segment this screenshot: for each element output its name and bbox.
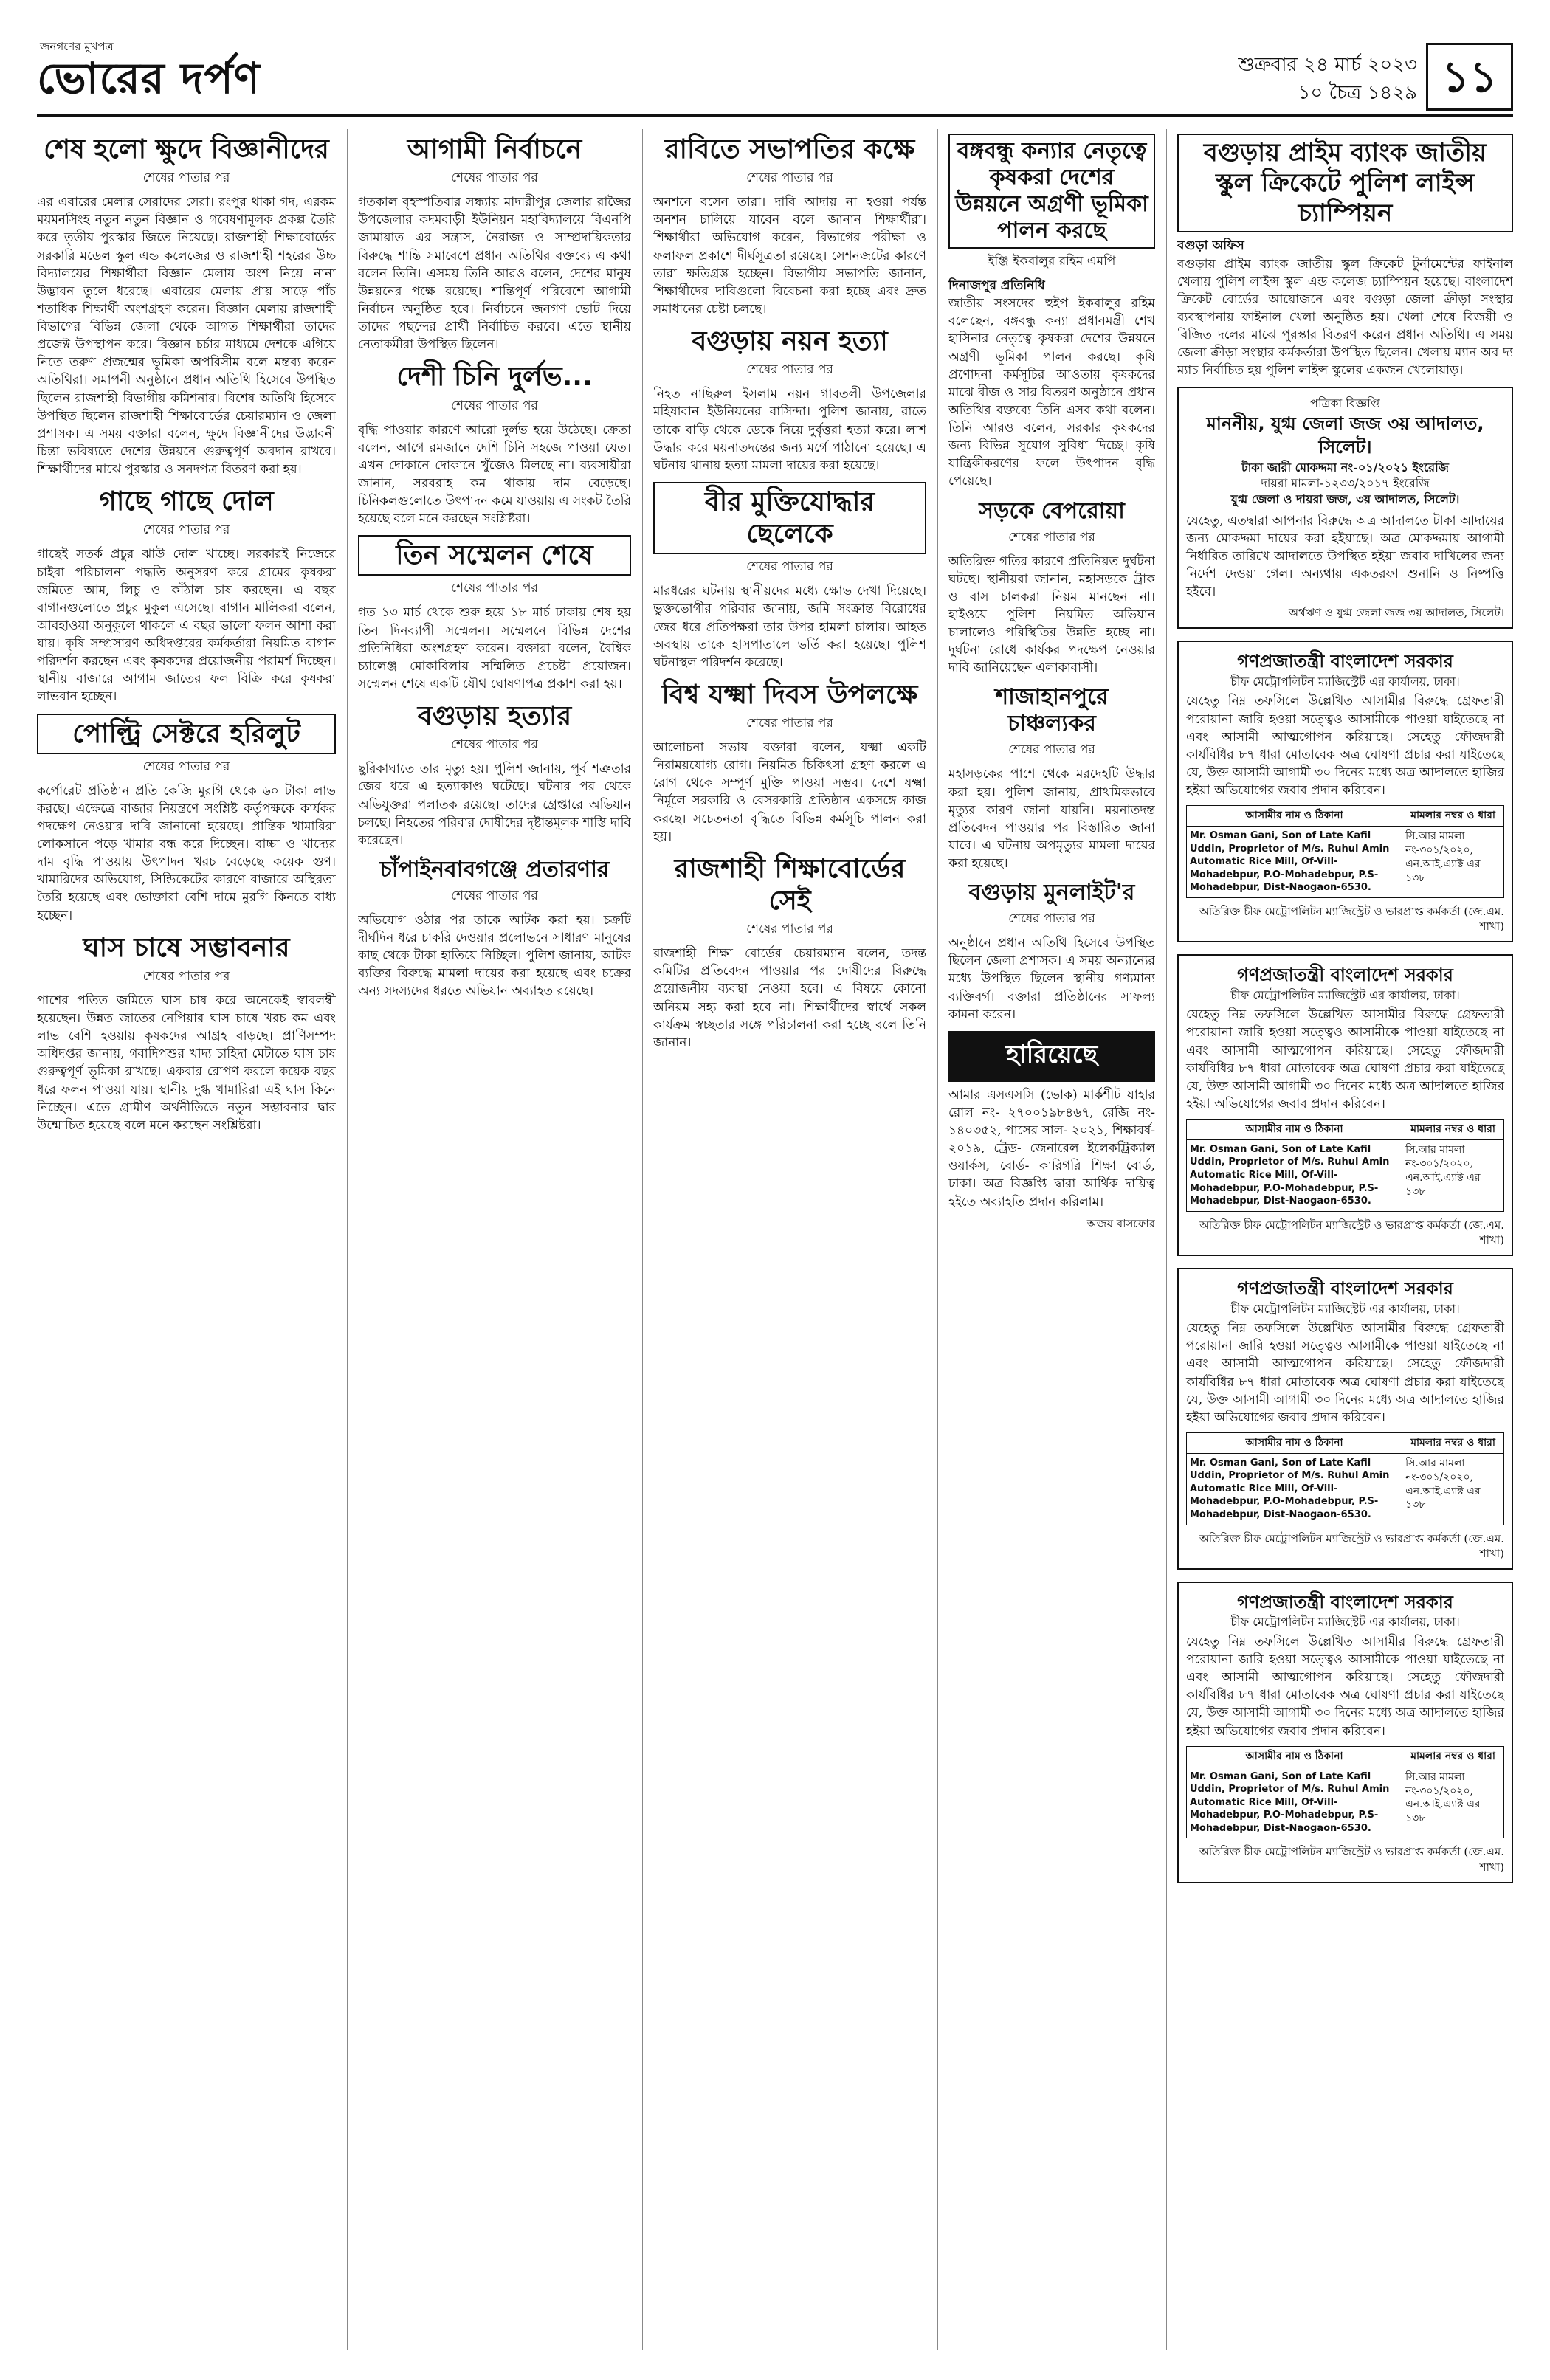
article-body: এর এবারের মেলার সেরাদের সেরা। রংপুর থাকা গদ, এরকম ময়মনসিংহ নতুন নতুন বিজ্ঞান ও গবেষণামূলক প্রকল্প তৈরি করে তৃতীয় পুরস্কার জিতে নিয়েছে। রাজশাহী শিক্ষাবোর্ডের সরকারি মডেল স্কুল এন্ড কলেজের ও রাজশাহী শহরের উচ্চ বিদ্যালয়ের শিক্ষার্থীরা বিজ্ঞান মেলায় অংশ নিয়ে নানা উদ্ভাবন তুলে ধরেছে। এবারের মেলায় প্রায় সাড়ে পাঁচ শতাধিক শিক্ষার্থী অংশগ্রহণ করেন। বিজ্ঞান মেলায় রাজশাহী বিভাগের বিভিন্ন জেলা থেকে আগত শিক্ষার্থীরা তাদের প্রজেক্ট উপস্থাপন করে। বিজ্ঞান চর্চার মাধ্যমে দেশকে এগিয়ে নিতে তরুণ প্রজন্মের ভূমিকা অপরিসীম বলে মন্তব্য করেন অতিথিরা। সমাপনী অনুষ্ঠানে প্রধান অতিথি হিসেবে উপস্থিত ছিলেন রাজশাহী বিভাগীয় কমিশনার। বিশেষ অতিথি হিসেবে উপস্থিত ছিলেন রাজশাহী শিক্ষাবোর্ডের চেয়ারম্যান ও জেলা প্রশাসক। এ সময় বক্তারা বলেন, ক্ষুদে বিজ্ঞানীদের উদ্ভাবনী চিন্তা ভবিষ্যতে দেশের উন্নয়নে গুরুত্বপূর্ণ অবদান রাখবে। শিক্ষার্থীদের মাঝে পুরস্কার ও সনদপত্র বিতরণ করা হয়। — [37, 195, 336, 477]
accused-details: Mr. Osman Gani, Son of Late Kafil Uddin, Proprietor of M/s. Ruhul Amin Automatic Rice Mill, Of-Vill-Mohadebpur, P.O-Mohadebpur, P.S-Mohadebpur, Dist-Naogaon-6530. — [1187, 1767, 1402, 1838]
govt-notice — [1177, 1582, 1513, 1883]
headline: দেশী চিনি দুর্লভ... — [396, 362, 593, 393]
article-body: বৃদ্ধি পাওয়ার কারণে আরো দুর্লভ হয়ে উঠেছে। ক্রেতা বলেন, আগে রমজানে দেশি চিনি সহজে পাওয়া যেত। এখন দোকানে দোকানে খুঁজেও মিলছে না। ব্যবসায়ীরা জানান, সরবরাহ কম থাকায় দাম বেড়েছে। চিনিকলগুলোতে উৎপাদন কমে যাওয়ায় এ সংকট তৈরি হয়েছে বলে মনে করছেন সংশ্লিষ্টরা। — [358, 422, 631, 527]
headline: রাজশাহী শিক্ষাবোর্ডের সেই — [674, 853, 906, 916]
article-sugar — [358, 361, 631, 528]
table-header: আসামীর নাম ও ঠিকানা — [1187, 1746, 1402, 1767]
article-tb-day — [653, 679, 926, 846]
lost-notice-body: আমার এসএসসি (ভোক) মার্কশীট যাহার রোল নং- ২৭০০১৯৮৪৬৭, রেজি নং- ১৪০৩৫২, পাসের সাল- ২০২১, শিক্ষাবর্ষ- ২০১৯, ট্রেড- জেনারেল ইলেকট্রিক্যাল ওয়ার্কস, বোর্ড- কারিগরি শিক্ষা বোর্ড, ঢাকা। অত্র বিজ্ঞপ্তি দ্বারা আর্থিক দায়িত্ব হইতে অব্যাহতি প্রদান করিলাম। — [948, 1087, 1155, 1210]
article-rabi — [653, 134, 926, 318]
headline: শাজাহানপুরে চাঞ্চল্যকর — [995, 684, 1109, 737]
article-conference — [358, 535, 631, 693]
article-body: মারধরের ঘটনায় স্থানীয়দের মধ্যে ক্ষোভ দেখা দিয়েছে। ভুক্তভোগীর পরিবার জানায়, জমি সংক্রান্ত বিরোধের জের ধরে প্রতিপক্ষরা তার উপর হামলা চালায়। আহত অবস্থায় তাকে হাসপাতালে ভর্তি করা হয়েছে। পুলিশ ঘটনাস্থল পরিদর্শন করেছে। — [653, 584, 926, 670]
article-poultry — [37, 714, 336, 925]
accused-details: Mr. Osman Gani, Son of Late Kafil Uddin, Proprietor of M/s. Ruhul Amin Automatic Rice Mill, Of-Vill-Mohadebpur, P.O-Mohadebpur, P.S-Mohadebpur, Dist-Naogaon-6530. — [1187, 827, 1402, 898]
column-2 — [358, 129, 631, 2350]
article-body: জাতীয় সংসদের হুইপ ইকবালুর রহিম বলেছেন, বঙ্গবন্ধু কন্যা প্রধানমন্ত্রী শেখ হাসিনার নেতৃত্বে কৃষকরা দেশের উন্নয়নে অগ্রণী ভূমিকা পালন করছে। কৃষি প্রণোদনা কর্মসূচির আওতায় কৃষকদের মাঝে বীজ ও সার বিতরণ অনুষ্ঠানে প্রধান অতিথির বক্তব্যে তিনি এসব কথা বলেন। তিনি আরও বলেন, সরকার কৃষকদের জন্য বিভিন্ন সুযোগ সুবিধা দিচ্ছে। কৃষি যান্ত্রিকীকরণের ফলে উৎপাদন বৃদ্ধি পেয়েছে। — [948, 296, 1155, 489]
notice-signature: অতিরিক্ত চীফ মেট্রোপলিটন ম্যাজিস্ট্রেট ও ভারপ্রাপ্ত কর্মকর্তা (জে.এম. শাখা) — [1199, 1218, 1504, 1246]
masthead-tagline: জনগণের মুখপত্র — [40, 40, 114, 53]
notice-label: পত্রিকা বিজ্ঞপ্তি — [1310, 396, 1380, 411]
continued-label: শেষের পাতার পর — [451, 398, 538, 413]
notice-case-2: দায়রা মামলা-১২৩৩/২০১৭ ইংরেজি — [1261, 476, 1430, 491]
notice-table — [1186, 1432, 1504, 1525]
notice-title: গণপ্রজাতন্ত্রী বাংলাদেশ সরকার — [1237, 1278, 1453, 1300]
court-notice-sylhet — [1177, 387, 1513, 629]
notice-office: চীফ মেট্রোপলিটন ম্যাজিস্ট্রেট এর কার্যালয়, ঢাকা। — [1230, 987, 1460, 1002]
notice-case: টাকা জারী মোকদ্দমা নং-০১/২০২১ ইংরেজি — [1241, 460, 1449, 475]
table-header: মামলার নম্বর ও ধারা — [1402, 1746, 1504, 1767]
notice-court: মাননীয়, যুগ্ম জেলা জজ ৩য় আদালত, সিলেট। — [1206, 413, 1484, 458]
lost-notice — [948, 1031, 1155, 1234]
article-shajahanpur — [948, 684, 1155, 872]
article-body: পাশের পতিত জমিতে ঘাস চাষ করে অনেকেই স্বাবলম্বী হয়েছেন। উন্নত জাতের নেপিয়ার ঘাস চাষে খরচ কম এবং লাভ বেশি হওয়ায় কৃষকদের আগ্রহ বাড়ছে। প্রাণিসম্পদ অধিদপ্তর জানায়, গবাদিপশুর খাদ্য চাহিদা মেটাতে ঘাস চাষ গুরুত্বপূর্ণ ভূমিকা রাখছে। একবার রোপণ করলে কয়েক বছর ধরে ফলন পাওয়া যায়। স্থানীয় দুগ্ধ খামারিরা এই ঘাস কিনে নিচ্ছেন। এতে গ্রামীণ অর্থনীতিতে নতুন সম্ভাবনার দ্বার উন্মোচিত হয়েছে বলে মনে করছেন সংশ্লিষ্টরা। — [37, 993, 336, 1133]
headline: বঙ্গবন্ধু কন্যার নেতৃত্বে কৃষকরা দেশের উন্নয়নে অগ্রণী ভূমিকা পালন করছে — [948, 134, 1155, 249]
notice-office: চীফ মেট্রোপলিটন ম্যাজিস্ট্রেট এর কার্যালয়, ঢাকা। — [1230, 674, 1460, 689]
article-farmers — [948, 134, 1155, 491]
govt-notice — [1177, 641, 1513, 942]
continued-label: শেষের পাতার পর — [746, 559, 833, 575]
column-divider — [937, 129, 938, 2350]
table-header: আসামীর নাম ও ঠিকানা — [1187, 1120, 1402, 1140]
notice-court-2: যুগ্ম জেলা ও দায়রা জজ, ৩য় আদালত, সিলেট। — [1230, 491, 1460, 506]
subheadline: ইঞ্জি ইকবালুর রহিম এমপি — [988, 254, 1116, 269]
headline: বগুড়ায় নয়ন হত্যা — [692, 326, 888, 357]
continued-label: শেষের পাতার পর — [746, 362, 833, 378]
accused-details: Mr. Osman Gani, Son of Late Kafil Uddin, Proprietor of M/s. Ruhul Amin Automatic Rice Mill, Of-Vill-Mohadebpur, P.O-Mohadebpur, P.S-Mohadebpur, Dist-Naogaon-6530. — [1187, 1139, 1402, 1211]
article-fraud — [358, 857, 631, 1001]
continued-label: শেষের পাতার পর — [746, 922, 833, 937]
article-body: মহাসড়কের পাশে থেকে মরদেহটি উদ্ধার করা হয়। পুলিশ জানায়, প্রাথমিকভাবে মৃত্যুর কারণ জানা যায়নি। ময়নাতদন্ত প্রতিবেদন পাওয়ার পর বিস্তারিত জানা যাবে। এ ঘটনায় অপমৃত্যুর মামলা দায়ের করা হয়েছে। — [948, 767, 1155, 871]
article-body: আলোচনা সভায় বক্তারা বলেন, যক্ষ্মা একটি নিরাময়যোগ্য রোগ। নিয়মিত চিকিৎসা গ্রহণ করলে এ রোগ থেকে সম্পূর্ণ মুক্তি পাওয়া সম্ভব। দেশে যক্ষ্মা নির্মূলে সরকারি ও বেসরকারি প্রতিষ্ঠান একসঙ্গে কাজ করছে। সচেতনতা বৃদ্ধিতে বিভিন্ন কর্মসূচি পালন করা হয়। — [653, 740, 926, 844]
continued-label: শেষের পাতার পর — [1008, 529, 1095, 545]
case-number: সি.আর মামলা নং-৩০১/২০২০, এন.আই.এ্যাক্ট এর ১৩৮ — [1402, 1453, 1504, 1525]
newspaper-name: ভোরের দর্পণ — [37, 53, 261, 103]
continued-label: শেষের পাতার পর — [746, 716, 833, 731]
article-body: অনুষ্ঠানে প্রধান অতিথি হিসেবে উপস্থিত ছিলেন জেলা প্রশাসক। এ সময় অন্যান্যের মধ্যে উপস্থিত ছিলেন স্থানীয় গণ্যমান্য ব্যক্তিবর্গ। বক্তারা প্রতিষ্ঠানের সাফল্য কামনা করেন। — [948, 936, 1155, 1022]
notice-table — [1186, 1119, 1504, 1212]
table-header: মামলার নম্বর ও ধারা — [1402, 1120, 1504, 1140]
article-body: অনশনে বসেন তারা। দাবি আদায় না হওয়া পর্যন্ত অনশন চালিয়ে যাবেন বলে জানান শিক্ষার্থীরা। শিক্ষার্থীরা অভিযোগ করেন, বিভাগের পরীক্ষা ও ফলাফল প্রকাশে দীর্ঘসূত্রতা রয়েছে। সেশনজটের কারণে তারা ক্ষতিগ্রস্ত হচ্ছেন। বিভাগীয় সভাপতি জানান, শিক্ষার্থীদের দাবিগুলো বিবেচনা করা হচ্ছে এবং দ্রুত সমাধানের চেষ্টা চলছে। — [653, 195, 926, 317]
column-divider — [347, 129, 348, 2350]
headline: বিশ্ব যক্ষ্মা দিবস উপলক্ষে — [661, 679, 918, 710]
continued-label: শেষের পাতার পর — [1008, 911, 1095, 927]
date-gregorian: শুক্রবার ২৪ মার্চ ২০২৩ — [1238, 54, 1417, 76]
article-science-fair — [37, 134, 336, 478]
headline: বীর মুক্তিযোদ্ধার ছেলেকে — [653, 482, 926, 554]
article-freedom-fighter — [653, 482, 926, 672]
column-divider — [642, 129, 643, 2350]
headline: আগামী নির্বাচনে — [407, 134, 582, 165]
article-election — [358, 134, 631, 353]
article-body: গাছেই সতর্ক প্রচুর ঝাউ দোল খাচ্ছে। সরকারই নিজেরে চাইবা পরিচালনা পদ্ধতি অনুসরণ করে গ্রামের কৃষকরা জমিতে আম, লিচু ও কাঁঠাল চাষ করছেন। এ বছর বাগানগুলোতে প্রচুর মুকুল এসেছে। বাগান মালিকরা বলেন, আবহাওয়া অনুকূলে থাকলে এ বছর ভালো ফলন আশা করা যায়। কৃষি সম্প্রসারণ অধিদপ্তরের কর্মকর্তারা নিয়মিত বাগান পরিদর্শন করছেন এবং কৃষকদের প্রয়োজনীয় পরামর্শ দিচ্ছেন। স্থানীয় বাজারে আগাম জাতের ফল বিক্রি করে কৃষকরা লাভবান হচ্ছেন। — [37, 547, 336, 705]
notice-body: যেহেতু নিম্ন তফসিলে উল্লেখিত আসামীর বিরুদ্ধে গ্রেফতারী পরোয়ানা জারি হওয়া সত্ত্বেও আসামীকে পাওয়া যাইতেছে না এবং আসামী আত্মগোপন করিয়াছে। সেহেতু ফৌজদারী কার্যবিধির ৮৭ ধারা মোতাবেক অত্র ঘোষণা প্রচার করা যাইতেছে যে, উক্ত আসামী আগামী ৩০ দিনের মধ্যে অত্র আদালতে হাজির হইয়া অভিযোগের জবাব প্রদান করিবেন। — [1186, 1321, 1504, 1425]
column-3 — [653, 129, 926, 2350]
byline: বগুড়া অফিস — [1177, 238, 1244, 254]
govt-notice — [1177, 954, 1513, 1256]
article-body: রাজশাহী শিক্ষা বোর্ডের চেয়ারম্যান বলেন, তদন্ত কমিটির প্রতিবেদন পাওয়ার পর দোষীদের বিরুদ্ধে প্রয়োজনীয় ব্যবস্থা নেওয়া হবে। এ বিষয়ে কোনো অনিয়ম সহ্য করা হবে না। শিক্ষার্থীদের স্বার্থে সকল কার্যক্রম স্বচ্ছতার সঙ্গে পরিচালনা করা হচ্ছে বলে তিনি জানান। — [653, 946, 926, 1050]
headline: শেষ হলো ক্ষুদে বিজ্ঞানীদের — [44, 134, 329, 165]
notice-body: যেহেতু নিম্ন তফসিলে উল্লেখিত আসামীর বিরুদ্ধে গ্রেফতারী পরোয়ানা জারি হওয়া সত্ত্বেও আসামীকে পাওয়া যাইতেছে না এবং আসামী আত্মগোপন করিয়াছে। সেহেতু ফৌজদারী কার্যবিধির ৮৭ ধারা মোতাবেক অত্র ঘোষণা প্রচার করা যাইতেছে যে, উক্ত আসামী আগামী ৩০ দিনের মধ্যে অত্র আদালতে হাজির হইয়া অভিযোগের জবাব প্রদান করিবেন। — [1186, 1634, 1504, 1739]
byline: দিনাজপুর প্রতিনিধি — [948, 278, 1045, 293]
article-body: অতিরিক্ত গতির কারণে প্রতিনিয়ত দুর্ঘটনা ঘটছে। স্থানীয়রা জানান, মহাসড়কে ট্রাক ও বাস চালকরা নিয়ম মানছেন না। হাইওয়ে পুলিশ নিয়মিত অভিযান চালালেও পরিস্থিতির উন্নতি হচ্ছে না। দুর্ঘটনা রোধে কার্যকর পদক্ষেপ নেওয়ার দাবি জানিয়েছেন এলাকাবাসী। — [948, 553, 1155, 676]
column-5 — [1177, 129, 1513, 2350]
case-number: সি.আর মামলা নং-৩০১/২০২০, এন.আই.এ্যাক্ট এর ১৩৮ — [1402, 827, 1504, 898]
newspaper-logo — [37, 38, 261, 103]
notice-table — [1186, 1746, 1504, 1839]
article-body: কর্পোরেট প্রতিষ্ঠান প্রতি কেজি মুরগি থেকে ৬০ টাকা লাভ করছে। এক্ষেত্রে বাজার নিয়ন্ত্রণে সংশ্লিষ্ট কর্তৃপক্ষকে কার্যকর পদক্ষেপ নেওয়ার দাবি জানানো হয়েছে। প্রান্তিক খামারিরা লোকসানে পড়ে খামার বন্ধ করে দিচ্ছেন। বাচ্চা ও খাদ্যের দাম বৃদ্ধি পাওয়ায় উৎপাদন খরচ বেড়েছে কয়েক গুণ। খামারিদের অভিযোগ, সিন্ডিকেটের কারণে বাজারে অস্থিরতা তৈরি হয়েছে এবং ভোক্তারা বেশি দামে মুরগি কিনতে বাধ্য হচ্ছেন। — [37, 783, 336, 923]
headline: সড়কে বেপরোয়া — [979, 497, 1125, 524]
article-nayan-murder — [653, 325, 926, 475]
continued-label: শেষের পাতার পর — [451, 581, 538, 596]
article-bogura-murder — [358, 700, 631, 849]
continued-label: শেষের পাতার পর — [451, 170, 538, 186]
article-education-board — [653, 853, 926, 1052]
notice-signature: অর্থঋণ ও যুগ্ম জেলা জজ ৩য় আদালত, সিলেট। — [1288, 606, 1504, 620]
article-body: গত ১৩ মার্চ থেকে শুরু হয়ে ১৮ মার্চ ঢাকায় শেষ হয় তিন দিনব্যাপী সম্মেলন। সম্মেলনে বিভিন্ন দেশের প্রতিনিধিরা অংশগ্রহণ করেন। বক্তারা বলেন, বৈশ্বিক চ্যালেঞ্জ মোকাবিলায় সম্মিলিত প্রচেষ্টা প্রয়োজন। সম্মেলন শেষে একটি যৌথ ঘোষণাপত্র প্রকাশ করা হয়। — [358, 605, 631, 691]
continued-label: শেষের পাতার পর — [142, 170, 230, 186]
date-bengali: ১০ চৈত্র ১৪২৯ — [1298, 81, 1417, 104]
column-divider — [1166, 129, 1167, 2350]
case-number: সি.আর মামলা নং-৩০১/২০২০, এন.আই.এ্যাক্ট এর ১৩৮ — [1402, 1767, 1504, 1838]
page-number: ১১ — [1426, 43, 1513, 111]
column-1 — [37, 129, 336, 2350]
headline: পোল্ট্রি সেক্টরে হরিলুট — [37, 714, 336, 754]
article-road — [948, 498, 1155, 677]
notice-signature: অতিরিক্ত চীফ মেট্রোপলিটন ম্যাজিস্ট্রেট ও ভারপ্রাপ্ত কর্মকর্তা (জে.এম. শাখা) — [1199, 904, 1504, 934]
accused-details: Mr. Osman Gani, Son of Late Kafil Uddin, Proprietor of M/s. Ruhul Amin Automatic Rice Mill, Of-Vill-Mohadebpur, P.O-Mohadebpur, P.S-Mohadebpur, Dist-Naogaon-6530. — [1187, 1453, 1402, 1525]
article-cricket — [1177, 134, 1513, 379]
notice-office: চীফ মেট্রোপলিটন ম্যাজিস্ট্রেট এর কার্যালয়, ঢাকা। — [1230, 1301, 1460, 1316]
lost-notice-title: হারিয়েছে — [948, 1031, 1155, 1082]
article-body: বগুড়ায় প্রাইম ব্যাংক জাতীয় স্কুল ক্রিকেট টুর্নামেন্টের ফাইনাল খেলায় পুলিশ লাইন্স স্কুল এন্ড কলেজ চ্যাম্পিয়ন হয়েছে। বাংলাদেশ ক্রিকেট বোর্ডের আয়োজনে এবং বগুড়া জেলা ক্রীড়া সংস্থার ব্যবস্থাপনায় ফাইনাল খেলা অনুষ্ঠিত হয়। খেলা শেষে বিজয়ী ও বিজিত দলের মাঝে পুরস্কার বিতরণ করেন প্রধান অতিথি। এ সময় জেলা ক্রীড়া সংস্থার কর্মকর্তারা উপস্থিত ছিলেন। খেলায় ম্যান অব দ্য ম্যাচ নির্বাচিত হয় পুলিশ লাইন্স স্কুলের একজন খেলোয়াড়। — [1177, 256, 1513, 379]
headline: গাছে গাছে দোল — [99, 486, 274, 517]
notice-body: যেহেতু নিম্ন তফসিলে উল্লেখিত আসামীর বিরুদ্ধে গ্রেফতারী পরোয়ানা জারি হওয়া সত্ত্বেও আসামীকে পাওয়া যাইতেছে না এবং আসামী আত্মগোপন করিয়াছে। সেহেতু ফৌজদারী কার্যবিধির ৮৭ ধারা মোতাবেক অত্র ঘোষণা প্রচার করা যাইতেছে যে, উক্ত আসামী আগামী ৩০ দিনের মধ্যে অত্র আদালতে হাজির হইয়া অভিযোগের জবাব প্রদান করিবেন। — [1186, 1007, 1504, 1111]
table-header: আসামীর নাম ও ঠিকানা — [1187, 806, 1402, 827]
notice-title: গণপ্রজাতন্ত্রী বাংলাদেশ সরকার — [1237, 965, 1453, 986]
continued-label: শেষের পাতার পর — [451, 888, 538, 903]
continued-label: শেষের পাতার পর — [746, 170, 833, 186]
headline: ঘাস চাষে সম্ভাবনার — [83, 932, 290, 963]
column-4 — [948, 129, 1155, 2350]
govt-notice — [1177, 1268, 1513, 1570]
continued-label: শেষের পাতার পর — [142, 522, 230, 538]
continued-label: শেষের পাতার পর — [142, 759, 230, 774]
dateline — [1238, 52, 1417, 107]
notice-office: চীফ মেট্রোপলিটন ম্যাজিস্ট্রেট এর কার্যালয়, ঢাকা। — [1230, 1615, 1460, 1629]
notice-signature: অতিরিক্ত চীফ মেট্রোপলিটন ম্যাজিস্ট্রেট ও ভারপ্রাপ্ত কর্মকর্তা (জে.এম. শাখা) — [1199, 1531, 1504, 1560]
notice-signature: অতিরিক্ত চীফ মেট্রোপলিটন ম্যাজিস্ট্রেট ও ভারপ্রাপ্ত কর্মকর্তা (জে.এম. শাখা) — [1199, 1845, 1504, 1874]
notice-title: গণপ্রজাতন্ত্রী বাংলাদেশ সরকার — [1237, 1592, 1453, 1612]
headline: তিন সম্মেলন শেষে — [358, 535, 631, 576]
table-header: মামলার নম্বর ও ধারা — [1402, 1432, 1504, 1453]
article-body: ছুরিকাঘাতে তার মৃত্যু হয়। পুলিশ জানায়, পূর্ব শত্রুতার জের ধরে এ হত্যাকাণ্ড ঘটেছে। ঘটনার পর থেকে অভিযুক্তরা পলাতক রয়েছে। তাদের গ্রেপ্তারে অভিযান চলছে। নিহতের পরিবার দোষীদের দৃষ্টান্তমূলক শাস্তি দাবি করেছেন। — [358, 762, 631, 848]
lost-notice-signature: অজয় বাসফোর — [1086, 1216, 1155, 1230]
continued-label: শেষের পাতার পর — [142, 968, 230, 984]
article-trees — [37, 486, 336, 706]
case-number: সি.আর মামলা নং-৩০১/২০২০, এন.আই.এ্যাক্ট এর ১৩৮ — [1402, 1139, 1504, 1211]
table-header: মামলার নম্বর ও ধারা — [1402, 806, 1504, 827]
headline: বগুড়ায় মুনলাইট'র — [968, 880, 1135, 906]
notice-title: গণপ্রজাতন্ত্রী বাংলাদেশ সরকার — [1237, 651, 1453, 672]
notice-body: যেহেতু, এতদ্বারা আপনার বিরুদ্ধে অত্র আদালতে টাকা আদায়ের জন্য মোকদ্দমা দায়ের করা হইয়াছে। অত্র মোকদ্দমায় আগামী নির্ধারিত তারিখে আদালতে উপস্থিত হইয়া জবাব দাখিলের জন্য নির্দেশ দেওয়া গেল। অন্যথায় একতরফা শুনানি ও নিষ্পত্তি হইবে। — [1186, 513, 1504, 600]
article-body: অভিযোগ ওঠার পর তাকে আটক করা হয়। চক্রটি দীর্ঘদিন ধরে চাকরি দেওয়ার প্রলোভনে সাধারণ মানুষের কাছ থেকে টাকা হাতিয়ে নিচ্ছিল। পুলিশ জানায়, আটক ব্যক্তির বিরুদ্ধে মামলা দায়ের করা হয়েছে এবং চক্রের অন্য সদস্যদের ধরতে অভিযান অব্যাহত রয়েছে। — [358, 912, 631, 999]
notice-body: যেহেতু নিম্ন তফসিলে উল্লেখিত আসামীর বিরুদ্ধে গ্রেফতারী পরোয়ানা জারি হওয়া সত্ত্বেও আসামীকে পাওয়া যাইতেছে না এবং আসামী আত্মগোপন করিয়াছে। সেহেতু ফৌজদারী কার্যবিধির ৮৭ ধারা মোতাবেক অত্র ঘোষণা প্রচার করা যাইতেছে যে, উক্ত আসামী আগামী ৩০ দিনের মধ্যে অত্র আদালতে হাজির হইয়া অভিযোগের জবাব প্রদান করিবেন। — [1186, 694, 1504, 798]
masthead — [37, 30, 1513, 117]
continued-label: শেষের পাতার পর — [1008, 742, 1095, 758]
table-header: আসামীর নাম ও ঠিকানা — [1187, 1432, 1402, 1453]
notice-table — [1186, 805, 1504, 898]
article-moonlight — [948, 880, 1155, 1024]
article-grass — [37, 932, 336, 1134]
article-body: নিহত নাছিরুল ইসলাম নয়ন গাবতলী উপজেলার মহিষাবান ইউনিয়নের বাসিন্দা। পুলিশ জানায়, রাতে তাকে বাড়ি থেকে ডেকে নিয়ে দুর্বৃত্তরা হত্যা করে। লাশ উদ্ধার করে ময়নাতদন্তের জন্য মর্গে পাঠানো হয়েছে। এ ঘটনায় থানায় হত্যা মামলা দায়ের করা হয়েছে। — [653, 387, 926, 473]
continued-label: শেষের পাতার পর — [451, 737, 538, 753]
headline: রাবিতে সভাপতির কক্ষে — [664, 134, 915, 165]
article-body: গতকাল বৃহস্পতিবার সন্ধ্যায় মাদারীপুর জেলার রাজৈর উপজেলার কদমবাড়ী ইউনিয়ন মহাবিদ্যালয়ে বিএনপি জামায়াত এর সন্ত্রাস, নৈরাজ্য ও সাম্প্রদায়িকতার বিরুদ্ধে শান্তি সমাবেশে প্রধান অতিথির বক্তব্যে এ কথা বলেন তিনি। এসময় তিনি আরও বলেন, দেশের মানুষ উন্নয়নের পক্ষে রয়েছে। শান্তিপূর্ণ পরিবেশে আগামী নির্বাচন অনুষ্ঠিত হবে। নির্বাচনে জনগণ ভোট দিয়ে তাদের পছন্দের প্রার্থী নির্বাচিত করবে। এতে স্থানীয় নেতাকর্মীরা উপস্থিত ছিলেন। — [358, 195, 631, 353]
headline: বগুড়ায় হত্যার — [417, 701, 572, 732]
headline: বগুড়ায় প্রাইম ব্যাংক জাতীয় স্কুল ক্রিকেটে পুলিশ লাইন্স চ্যাম্পিয়ন — [1177, 134, 1513, 232]
headline: চাঁপাইনবাবগঞ্জে প্রতারণার — [379, 856, 610, 883]
